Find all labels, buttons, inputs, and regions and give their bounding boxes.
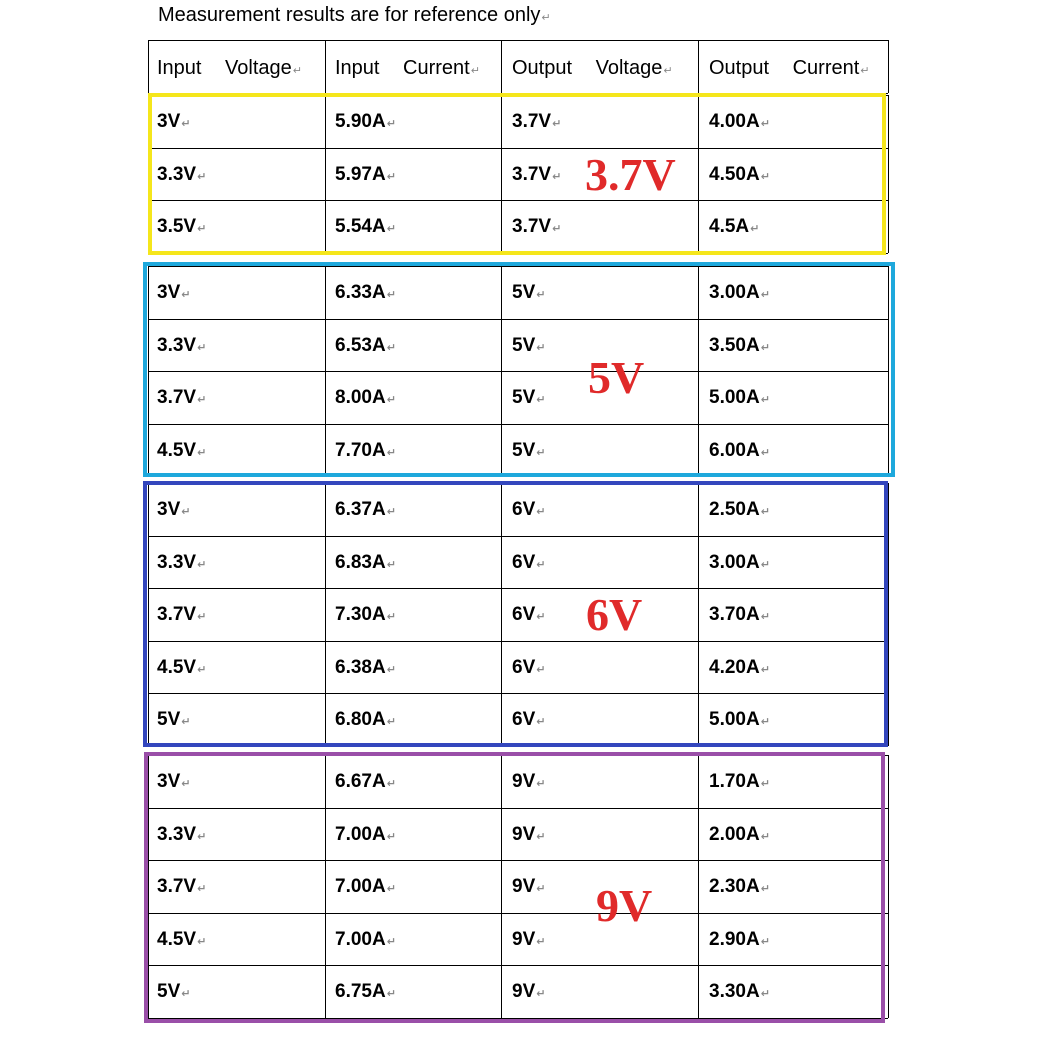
paragraph-mark-icon: ↵	[760, 830, 770, 843]
paragraph-mark-icon: ↵	[536, 446, 546, 459]
paragraph-mark-icon: ↵	[470, 65, 480, 77]
cell-value: 5V	[157, 709, 181, 730]
paragraph-mark-icon: ↵	[386, 611, 396, 623]
paragraph-mark-icon: ↵	[760, 883, 770, 895]
paragraph-mark-icon: ↵	[181, 289, 191, 301]
group-highlight-box	[148, 93, 886, 255]
paragraph-mark-icon: ↵	[760, 506, 770, 518]
paragraph-mark-icon: ↵	[386, 394, 396, 406]
paragraph-mark-icon: ↵	[197, 883, 207, 895]
cell-value: 2.00A	[709, 823, 760, 845]
paragraph-mark-icon: ↵	[552, 118, 562, 130]
cell-value: 5.97A	[335, 163, 386, 185]
paragraph-mark-icon: ↵	[536, 611, 546, 623]
paragraph-mark-icon: ↵	[197, 394, 207, 406]
cell-value: 3.00A	[709, 282, 760, 303]
paragraph-mark-icon: ↵	[197, 611, 207, 623]
cell-value: 7.30A	[335, 604, 386, 625]
paragraph-mark-icon: ↵	[536, 830, 546, 843]
paragraph-mark-icon: ↵	[760, 289, 770, 301]
cell-value: 9V	[512, 928, 536, 950]
paragraph-mark-icon: ↵	[760, 716, 770, 728]
paragraph-mark-icon: ↵	[760, 778, 770, 790]
cell-value: 5.90A	[335, 111, 386, 132]
cell-value: 6V	[512, 709, 536, 730]
cell-value: 2.90A	[709, 928, 760, 950]
cell-value: 3V	[157, 282, 181, 303]
paragraph-mark-icon: ↵	[197, 558, 207, 571]
cell-value: 3.30A	[709, 981, 760, 1002]
cell-value: 3.7V	[512, 216, 552, 237]
group-voltage-label: 6V	[586, 589, 643, 640]
cell-value: 7.00A	[335, 876, 386, 897]
paragraph-mark-icon: ↵	[386, 558, 396, 571]
paragraph-mark-icon: ↵	[386, 170, 396, 183]
cell-value: 5V	[512, 334, 536, 356]
paragraph-mark-icon: ↵	[386, 988, 396, 1000]
cell-value: 6.37A	[335, 499, 386, 520]
cell-value: 3.7V	[157, 387, 197, 408]
cell-value: 6V	[512, 656, 536, 678]
paragraph-mark-icon: ↵	[197, 341, 207, 354]
paragraph-mark-icon: ↵	[197, 223, 207, 235]
paragraph-mark-icon: ↵	[386, 341, 396, 354]
header-cell	[709, 58, 870, 78]
paragraph-mark-icon: ↵	[386, 289, 396, 301]
paragraph-mark-icon: ↵	[760, 170, 770, 183]
cell-value: 3V	[157, 111, 181, 132]
paragraph-mark-icon: ↵	[386, 663, 396, 676]
paragraph-mark-icon: ↵	[536, 935, 546, 948]
paragraph-mark-icon: ↵	[552, 170, 562, 183]
table-hline	[148, 40, 888, 41]
cell-value: 6.53A	[335, 334, 386, 356]
paragraph-mark-icon: ↵	[552, 223, 562, 235]
cell-value: 6.83A	[335, 551, 386, 573]
paragraph-mark-icon: ↵	[197, 935, 207, 948]
paragraph-mark-icon: ↵	[536, 778, 546, 790]
cell-value: 3.3V	[157, 823, 197, 845]
table-vline	[888, 483, 889, 746]
paragraph-mark-icon: ↵	[386, 883, 396, 895]
cell-value: 5V	[157, 981, 181, 1002]
cell-value: 9V	[512, 771, 536, 792]
header-label: Input Current	[335, 57, 470, 79]
cell-value: 7.00A	[335, 928, 386, 950]
paragraph-mark-icon: ↵	[860, 65, 870, 77]
paragraph-mark-icon: ↵	[181, 506, 191, 518]
paragraph-mark-icon: ↵	[536, 394, 546, 406]
cell-value: 6.33A	[335, 282, 386, 303]
cell-value: 3.00A	[709, 551, 760, 573]
cell-value: 6V	[512, 499, 536, 520]
cell-value: 9V	[512, 876, 536, 897]
table-vline	[888, 40, 889, 93]
table-vline	[888, 755, 889, 1018]
group-highlight-box	[143, 262, 895, 477]
header-cell	[157, 58, 302, 78]
cell-value: 3.3V	[157, 334, 197, 356]
caption-text: Measurement results are for reference only	[158, 4, 541, 26]
paragraph-mark-icon: ↵	[292, 65, 302, 77]
cell-value: 4.5V	[157, 928, 197, 950]
cell-value: 6.75A	[335, 981, 386, 1002]
cell-value: 4.20A	[709, 656, 760, 678]
cell-value: 9V	[512, 823, 536, 845]
paragraph-mark-icon: ↵	[197, 170, 207, 183]
paragraph-mark-icon: ↵	[181, 118, 191, 130]
paragraph-mark-icon: ↵	[197, 830, 207, 843]
paragraph-mark-icon: ↵	[750, 223, 760, 235]
cell-value: 3V	[157, 771, 181, 792]
cell-value: 3.3V	[157, 163, 197, 185]
cell-value: 2.30A	[709, 876, 760, 897]
cell-value: 5.00A	[709, 387, 760, 408]
cell-value: 4.50A	[709, 163, 760, 185]
header-cell	[335, 58, 480, 78]
cell-value: 3.50A	[709, 334, 760, 356]
paragraph-mark-icon: ↵	[197, 446, 207, 459]
cell-value: 3.3V	[157, 551, 197, 573]
paragraph-mark-icon: ↵	[386, 778, 396, 790]
paragraph-mark-icon: ↵	[181, 988, 191, 1000]
cell-value: 6.67A	[335, 771, 386, 792]
paragraph-mark-icon: ↵	[181, 716, 191, 728]
paragraph-mark-icon: ↵	[760, 988, 770, 1000]
paragraph-mark-icon: ↵	[760, 935, 770, 948]
cell-value: 5V	[512, 439, 536, 461]
paragraph-mark-icon: ↵	[386, 118, 396, 130]
paragraph-mark-icon: ↵	[536, 988, 546, 1000]
cell-value: 3.70A	[709, 604, 760, 625]
table-vline	[325, 40, 326, 93]
paragraph-mark-icon: ↵	[760, 446, 770, 459]
paragraph-mark-icon: ↵	[386, 830, 396, 843]
table-vline	[148, 40, 149, 93]
group-highlight-box	[143, 481, 888, 747]
paragraph-mark-icon: ↵	[197, 663, 207, 676]
cell-value: 6.80A	[335, 709, 386, 730]
cell-value: 9V	[512, 981, 536, 1002]
paragraph-mark-icon: ↵	[386, 935, 396, 948]
cell-value: 3.7V	[157, 876, 197, 897]
paragraph-mark-icon: ↵	[760, 341, 770, 354]
cell-value: 3.7V	[512, 163, 552, 185]
cell-value: 5V	[512, 282, 536, 303]
cell-value: 6.38A	[335, 656, 386, 678]
cell-value: 8.00A	[335, 387, 386, 408]
paragraph-mark-icon: ↵	[760, 611, 770, 623]
paragraph-mark-icon: ↵	[386, 506, 396, 518]
paragraph-mark-icon: ↵	[536, 341, 546, 354]
group-voltage-label: 5V	[588, 352, 645, 403]
paragraph-mark-icon: ↵	[760, 394, 770, 406]
cell-value: 2.50A	[709, 499, 760, 520]
header-label: Input Voltage	[157, 57, 292, 79]
cell-value: 4.5V	[157, 439, 197, 461]
paragraph-mark-icon: ↵	[536, 716, 546, 728]
header-label: Output Voltage	[512, 57, 663, 79]
paragraph-mark-icon: ↵	[386, 716, 396, 728]
paragraph-mark-icon: ↵	[536, 506, 546, 518]
cell-value: 5V	[512, 387, 536, 408]
cell-value: 3.7V	[512, 111, 552, 132]
cell-value: 3.7V	[157, 604, 197, 625]
header-label: Output Current	[709, 57, 860, 79]
cell-value: 7.70A	[335, 439, 386, 461]
cell-value: 3V	[157, 499, 181, 520]
cell-value: 6.00A	[709, 439, 760, 461]
paragraph-mark-icon: ↵	[536, 289, 546, 301]
paragraph-mark-icon: ↵	[536, 663, 546, 676]
cell-value: 3.5V	[157, 216, 197, 237]
paragraph-mark-icon: ↵	[386, 446, 396, 459]
paragraph-mark-icon: ↵	[541, 12, 551, 24]
cell-value: 5.00A	[709, 709, 760, 730]
header-cell	[512, 58, 673, 78]
paragraph-mark-icon: ↵	[663, 65, 673, 77]
paragraph-mark-icon: ↵	[760, 558, 770, 571]
cell-value: 1.70A	[709, 771, 760, 792]
table-vline	[888, 95, 889, 253]
cell-value: 5.54A	[335, 216, 386, 237]
cell-value: 6V	[512, 604, 536, 625]
cell-value: 7.00A	[335, 823, 386, 845]
group-highlight-box	[144, 752, 885, 1023]
paragraph-mark-icon: ↵	[181, 778, 191, 790]
cell-value: 4.5A	[709, 216, 750, 237]
paragraph-mark-icon: ↵	[536, 883, 546, 895]
table-vline	[698, 40, 699, 93]
group-voltage-label: 9V	[596, 880, 653, 931]
cell-value: 4.00A	[709, 111, 760, 132]
paragraph-mark-icon: ↵	[760, 118, 770, 130]
table-vline	[501, 40, 502, 93]
cell-value: 4.5V	[157, 656, 197, 678]
group-voltage-label: 3.7V	[585, 149, 676, 200]
cell-value: 6V	[512, 551, 536, 573]
paragraph-mark-icon: ↵	[536, 558, 546, 571]
paragraph-mark-icon: ↵	[760, 663, 770, 676]
paragraph-mark-icon: ↵	[386, 223, 396, 235]
